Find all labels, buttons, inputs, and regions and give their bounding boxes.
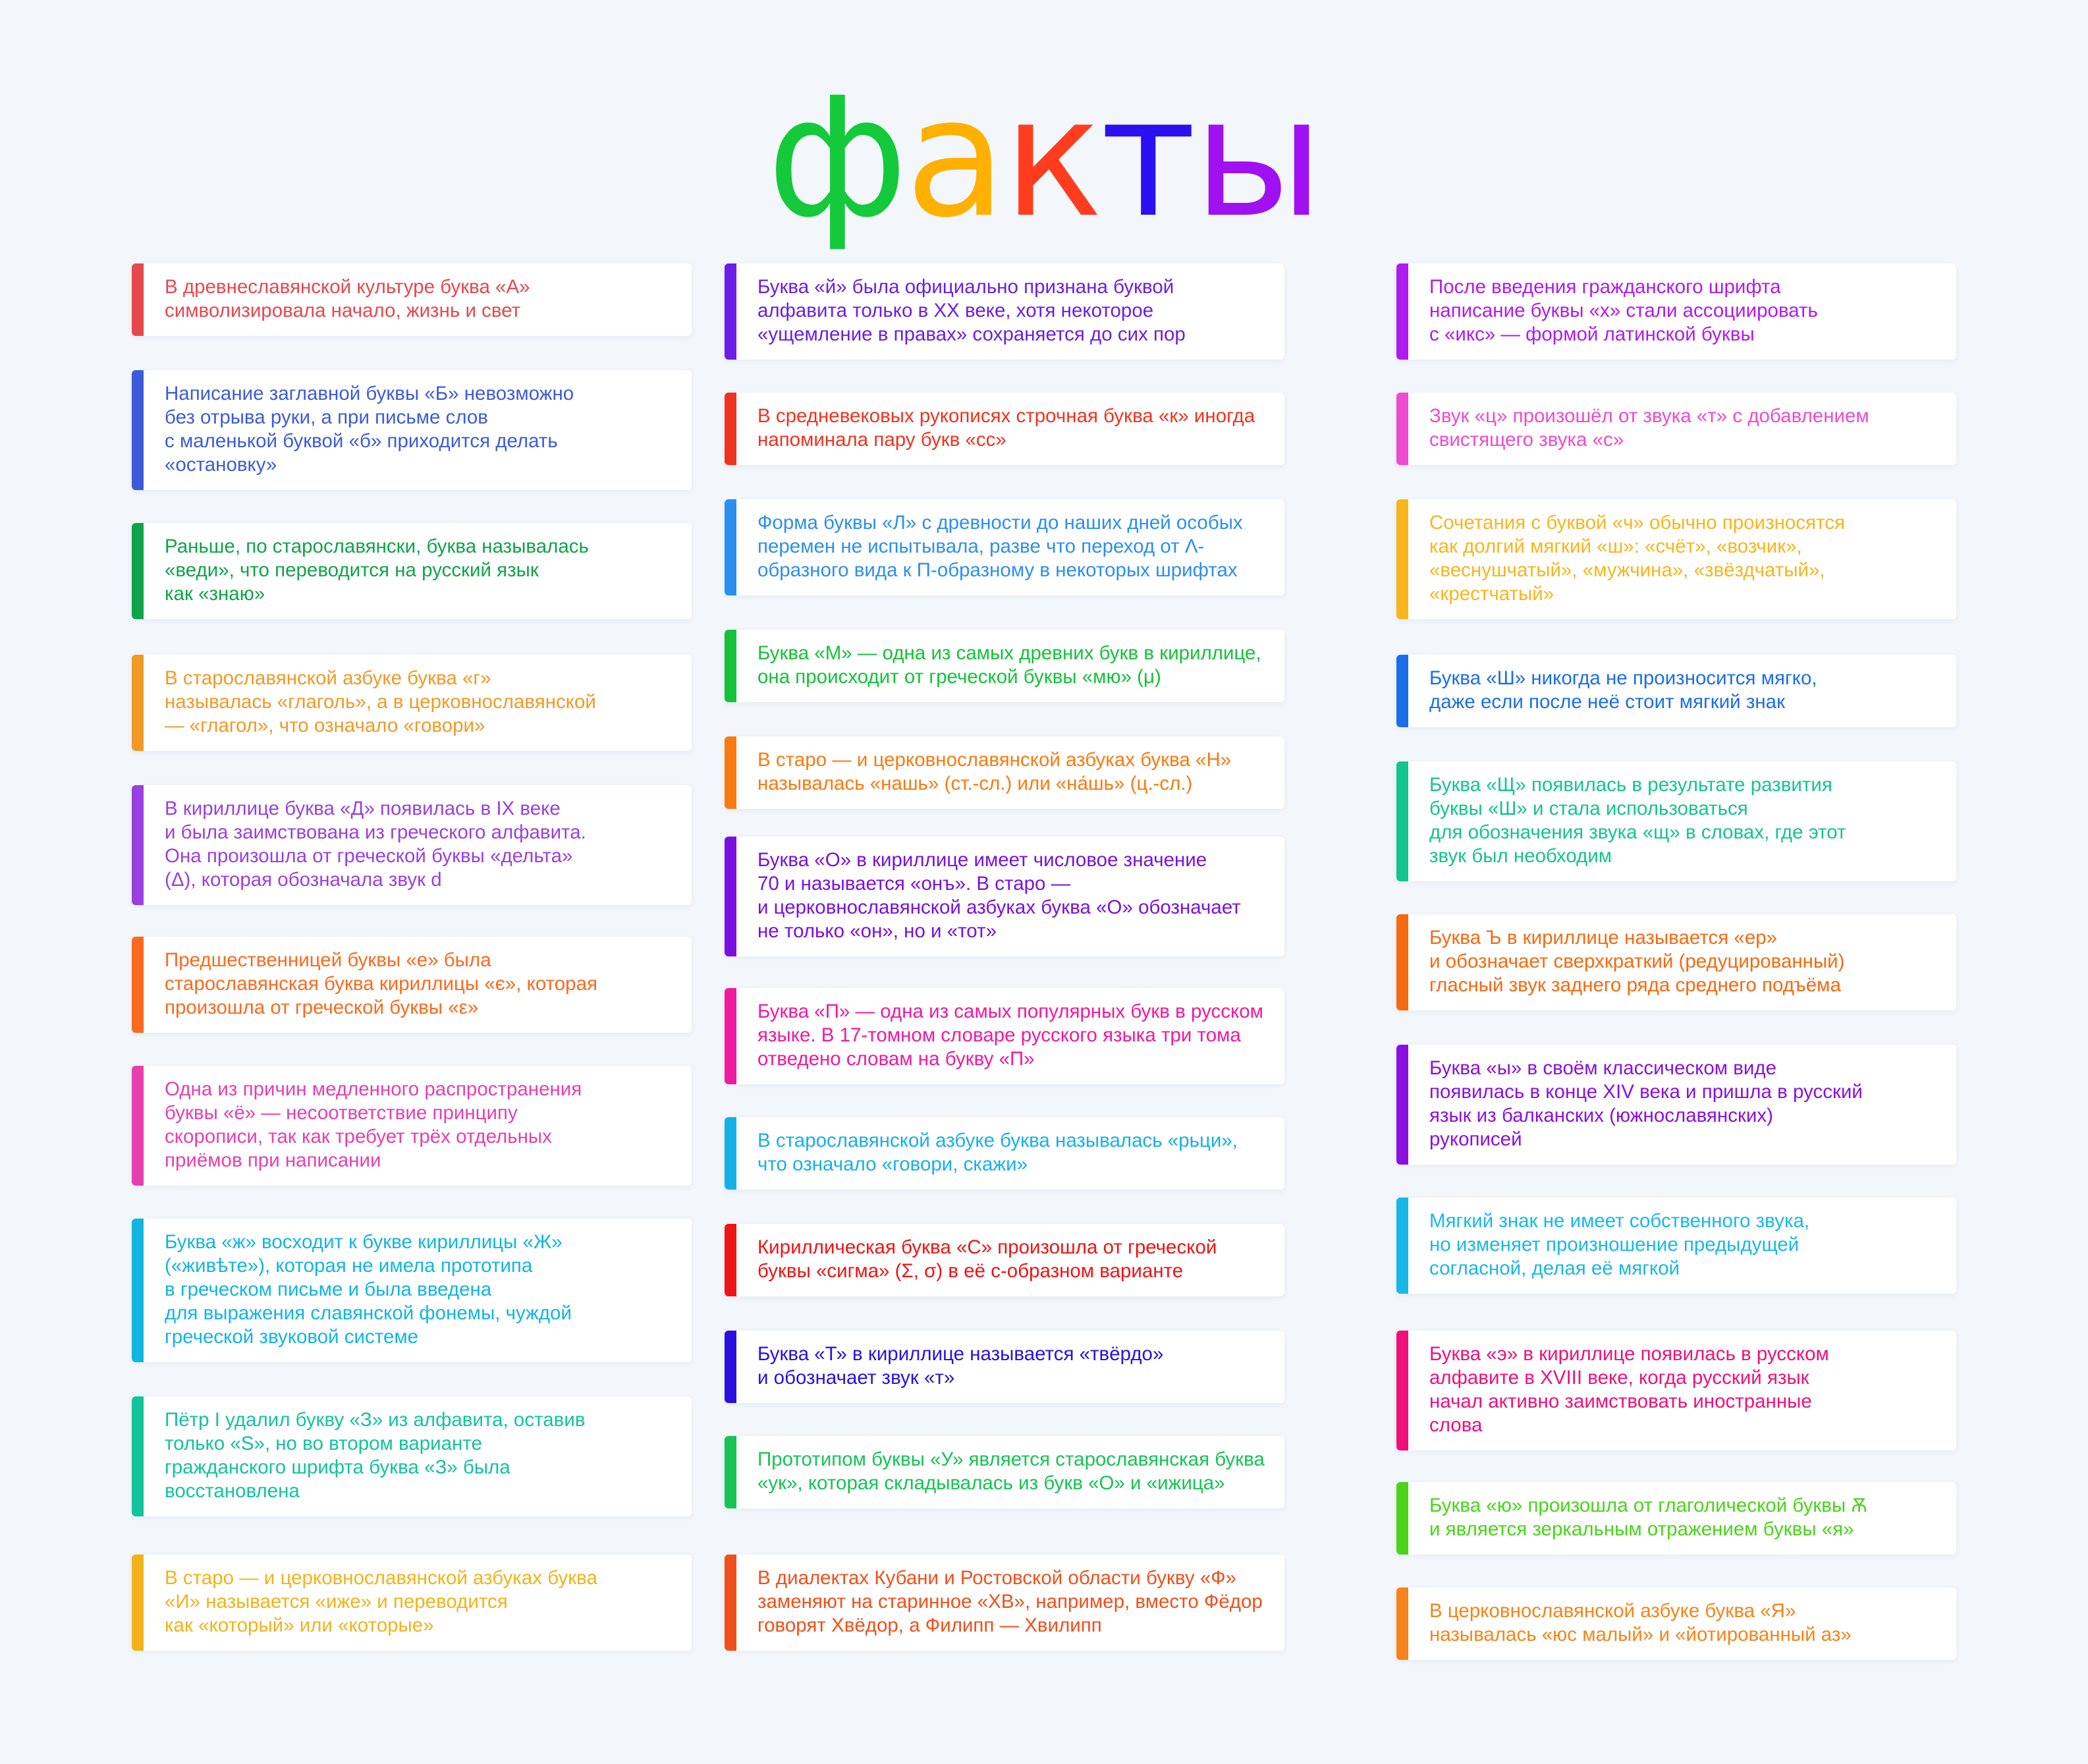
fact-accent-bar — [1396, 761, 1408, 881]
fact-card — [1396, 655, 1956, 727]
fact-accent-bar — [725, 1331, 736, 1403]
fact-text: Буква «Щ» появилась в результате развития буквы «Ш» и стала использоваться для обозначения звука «щ» в словах, где этот звук был необходим — [1429, 774, 1846, 867]
fact-accent-bar — [1396, 1331, 1408, 1450]
fact-text: Прототипом буквы «У» является старославянская буква «ук», которая складывалась из букв «О» и «ижица» — [757, 1448, 1265, 1494]
fact-accent-bar — [132, 1066, 144, 1186]
fact-accent-bar — [1396, 499, 1408, 619]
page-title — [0, 62, 2088, 254]
title-letter: а — [905, 62, 1004, 254]
fact-accent-bar — [132, 937, 144, 1033]
fact-accent-bar — [1396, 1482, 1408, 1555]
title-letter: к — [1003, 62, 1101, 254]
fact-text: Кириллическая буква «С» произошла от греческой буквы «сигма» (Σ, σ) в её с-образном варианте — [757, 1236, 1217, 1282]
fact-text: Предшественницей буквы «е» была старославянская буква кириллицы «є», которая произошла от греческой буквы «ε» — [165, 949, 597, 1018]
fact-card — [725, 1436, 1284, 1508]
fact-card — [132, 370, 692, 490]
fact-text: Буква «Ш» никогда не произносится мягко, даже если после неё стоит мягкий знак — [1429, 667, 1817, 713]
fact-card — [725, 1224, 1284, 1296]
fact-text: Одна из причин медленного распространения буквы «ё» — несоответствие принципу скорописи, так как требует трёх отдельных приёмов при написании — [165, 1078, 582, 1171]
fact-text: Форма буквы «Л» с древности до наших дней особых перемен не испытывала, разве что переход от Λ- образного вида к П-образному в некоторых шрифтах — [757, 512, 1243, 581]
fact-card — [132, 1219, 692, 1362]
fact-text: Звук «ц» произошёл от звука «т» с добавлением свистящего звука «с» — [1429, 405, 1869, 451]
fact-accent-bar — [132, 655, 144, 751]
fact-accent-bar — [725, 837, 736, 956]
fact-card — [132, 523, 692, 619]
fact-card — [725, 988, 1284, 1084]
title-letter: ы — [1194, 62, 1321, 254]
fact-accent-bar — [132, 263, 144, 336]
fact-text: Написание заглавной буквы «Б» невозможно без отрыва руки, а при письме слов с маленькой буквой «б» приходится делать «остановку» — [165, 383, 574, 476]
fact-card — [132, 1396, 692, 1516]
fact-text: Буква «М» — одна из самых древних букв в кириллице, она происходит от греческой буквы «мю» (μ) — [757, 642, 1261, 688]
fact-text: Сочетания с буквой «ч» обычно произносятся как долгий мягкий «ш»: «счёт», «возчик», «веснушчатый», «мужчина», «звёздчатый», «крестчатый» — [1429, 512, 1845, 605]
fact-card — [132, 655, 692, 751]
title-letter: ф — [767, 62, 906, 254]
fact-text: Буква «ы» в своём классическом виде появилась в конце XIV века и пришла в русский язык из балканских (южнославянских) рукописей — [1429, 1057, 1863, 1150]
fact-accent-bar — [1396, 914, 1408, 1010]
fact-card — [725, 837, 1284, 956]
fact-text: В старославянской азбуке буква «г» называлась «глаголь», а в церковнославянской — «глагол», что означало «говори» — [165, 667, 596, 736]
fact-accent-bar — [132, 1396, 144, 1516]
fact-accent-bar — [1396, 263, 1408, 360]
fact-card — [1396, 1198, 1956, 1294]
fact-card — [725, 499, 1284, 595]
fact-card — [725, 393, 1284, 465]
fact-text: В старо — и церковнославянской азбуках буква «Н» называлась «нашь» (ст.-сл.) или «на́шь» (ц.-сл.) — [757, 749, 1232, 794]
fact-text: Раньше, по старославянски, буква называлась «веди», что переводится на русский язык как «знаю» — [165, 536, 589, 605]
fact-card — [132, 1066, 692, 1186]
fact-accent-bar — [725, 1436, 736, 1508]
fact-accent-bar — [725, 263, 736, 360]
fact-accent-bar — [725, 1555, 736, 1651]
fact-text: Буква «П» — одна из самых популярных букв в русском языке. В 17-томном словаре русского языка три тома отведено словам на букву «П» — [757, 1001, 1263, 1070]
fact-text: Буква «ж» восходит к букве кириллицы «Ж» («живѣте»), которая не имела прототипа в греческом письме и была введена для выражения славянской фонемы, чуждой греческой звуковой системе — [165, 1231, 572, 1348]
fact-accent-bar — [1396, 1045, 1408, 1165]
fact-accent-bar — [725, 393, 736, 465]
fact-text: После введения гражданского шрифта написание буквы «х» стали ассоциировать с «икс» — формой латинской буквы — [1429, 276, 1818, 345]
fact-card — [132, 1555, 692, 1651]
fact-accent-bar — [725, 1117, 736, 1190]
fact-accent-bar — [725, 736, 736, 809]
fact-accent-bar — [725, 630, 736, 702]
fact-card — [725, 1331, 1284, 1403]
fact-card — [1396, 1587, 1956, 1660]
fact-accent-bar — [132, 523, 144, 619]
fact-accent-bar — [132, 785, 144, 905]
fact-text: Мягкий знак не имеет собственного звука, но изменяет произношение предыдущей согласной, делая её мягкой — [1429, 1210, 1810, 1279]
fact-card — [1396, 1482, 1956, 1555]
fact-card — [725, 1117, 1284, 1190]
fact-card — [1396, 1045, 1956, 1165]
fact-text: Буква «О» в кириллице имеет числовое значение 70 и называется «онъ». В старо — и церковнославянской азбуках буква «О» обозначает не только «он», но и «тот» — [757, 849, 1241, 942]
fact-accent-bar — [1396, 1587, 1408, 1660]
fact-text: Буква «й» была официально признана буквой алфавита только в XX веке, хотя некоторое «ущемление в правах» сохраняется до сих пор — [757, 276, 1186, 345]
fact-text: Буква «ю» произошла от глаголической буквы Ѫ и является зеркальным отражением буквы «я» — [1429, 1495, 1867, 1540]
fact-card — [1396, 499, 1956, 619]
fact-card — [725, 736, 1284, 809]
fact-accent-bar — [132, 370, 144, 490]
fact-card — [1396, 1331, 1956, 1450]
fact-text: Буква «э» в кириллице появилась в русском алфавите в XVIII веке, когда русский язык начал активно заимствовать иностранные слова — [1429, 1343, 1829, 1436]
fact-accent-bar — [132, 1555, 144, 1651]
fact-card — [725, 1555, 1284, 1651]
fact-text: В диалектах Кубани и Ростовской области букву «Ф» заменяют на старинное «ХВ», например, вместо Фёдор говорят Хвёдор, а Филипп — Хвилипп — [757, 1567, 1263, 1636]
fact-accent-bar — [1396, 1198, 1408, 1294]
fact-accent-bar — [725, 1224, 736, 1296]
fact-card — [132, 937, 692, 1033]
fact-text: В старо — и церковнославянской азбуках буква «И» называется «иже» и переводится как «который» или «которые» — [165, 1567, 597, 1636]
fact-card — [1396, 761, 1956, 881]
fact-text: В церковнославянской азбуке буква «Я» называлась «юс малый» и «йотированный аз» — [1429, 1600, 1852, 1645]
fact-accent-bar — [132, 1219, 144, 1362]
fact-card — [132, 263, 692, 336]
fact-accent-bar — [725, 499, 736, 595]
fact-text: Буква «Т» в кириллице называется «твёрдо» и обозначает звук «т» — [757, 1343, 1164, 1389]
fact-card — [1396, 263, 1956, 360]
fact-text: В древнеславянской культуре буква «А» символизировала начало, жизнь и свет — [165, 276, 530, 321]
fact-text: В старославянской азбуке буква называлась «рьци», что означало «говори, скажи» — [757, 1130, 1238, 1175]
fact-text: В средневековых рукописях строчная буква «к» иногда напоминала пару букв «сс» — [757, 405, 1255, 451]
fact-text: Пётр I удалил букву «З» из алфавита, оставив только «S», но во втором варианте гражданского шрифта буква «З» была восстановлена — [165, 1409, 586, 1502]
fact-card — [1396, 914, 1956, 1010]
fact-text: Буква Ъ в кириллице называется «ер» и обозначает сверхкраткий (редуцированный) гласный звук заднего ряда среднего подъёма — [1429, 927, 1845, 996]
fact-card — [132, 785, 692, 905]
fact-accent-bar — [725, 988, 736, 1084]
fact-accent-bar — [1396, 655, 1408, 727]
fact-card — [1396, 393, 1956, 465]
fact-accent-bar — [1396, 393, 1408, 465]
title-letter: т — [1100, 62, 1194, 254]
fact-card — [725, 630, 1284, 702]
fact-card — [725, 263, 1284, 360]
fact-text: В кириллице буква «Д» появилась в IX веке и была заимствована из греческого алфавита. Она произошла от греческой буквы «дельта» (Δ), которая обозначала звук d — [165, 798, 586, 891]
